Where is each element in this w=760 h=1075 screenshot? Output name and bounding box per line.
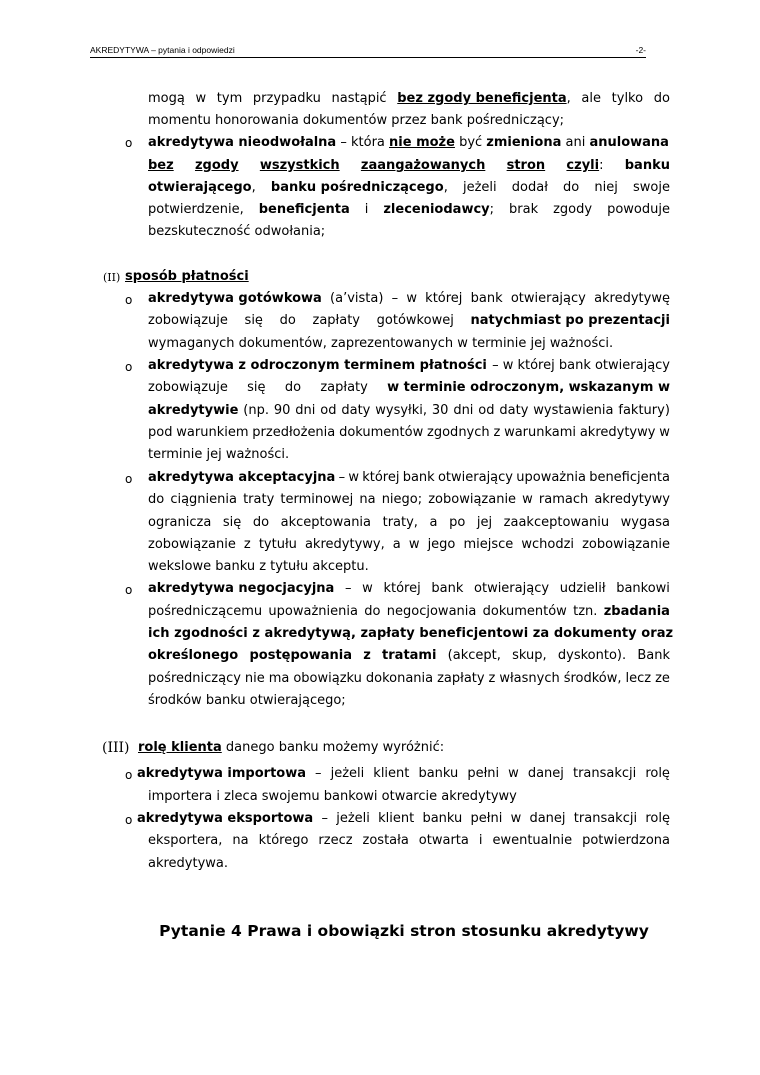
paragraph-line: zobowiązanie z tytułu akredytywy, a w jego miejsce wchodzi zobowiązanie [148,537,670,552]
bullet-marker: o [125,768,133,782]
question-title: Pytanie 4 Prawa i obowiązki stron stosunku akredytywy [159,922,649,940]
list-item-gotowkowa: akredytywa gotówkowa (a’vista) – w której bank otwierający akredytywę [148,291,670,306]
list-item-eksportowa: akredytywa eksportowa – jeżeli klient banku pełni w danej transakcji rolę [137,811,670,826]
paragraph-line: terminie jej ważności. [148,447,290,462]
paragraph-line: otwierającego, banku pośredniczącego, jeżeli dodał do niej swoje [148,180,670,195]
paragraph-line: pod warunkiem przedłożenia dokumentów zgodnych z warunkami akredytywy w [148,425,670,440]
bullet-marker: o [125,136,133,150]
bullet-marker: o [125,293,133,307]
paragraph-line: zobowiązuje się do zapłaty w terminie odroczonym, wskazanym w [148,380,670,395]
paragraph-line: momentu honorowania dokumentów przez bank pośredniczący; [148,113,565,128]
list-item-nieodwolalna: akredytywa nieodwołalna – która nie może być zmieniona ani anulowana [148,135,669,150]
bullet-marker: o [125,583,133,597]
section-number: (II) [103,271,121,284]
paragraph-line: potwierdzenie, beneficjenta i zleceniodawcy; brak zgody powoduje [148,202,670,217]
header-title: AKREDYTYWA – pytania i odpowiedzi [90,45,235,55]
section-heading: sposób płatności [125,269,249,284]
list-item-negocjacyjna: akredytywa negocjacyjna – w której bank otwierający udzielił bankowi [148,581,670,596]
paragraph-line: ogranicza się do akceptowania traty, a po jej zaakceptowaniu wygasa [148,515,670,530]
list-item-odroczona: akredytywa z odroczonym terminem płatności – w której bank otwierający [148,358,670,373]
paragraph-line: bezskuteczność odwołania; [148,224,326,239]
paragraph-line: środków banku otwierającego; [148,693,346,708]
list-item-importowa: akredytywa importowa – jeżeli klient banku pełni w danej transakcji rolę [137,766,670,781]
paragraph-line: pośredniczącemu upoważnienia do negocjowania dokumentów tzn. zbadania [148,604,670,619]
bullet-marker: o [125,813,133,827]
list-item-akceptacyjna: akredytywa akceptacyjna – w której bank otwierający upoważnia beneficjenta [148,470,670,485]
paragraph-line: bez zgody wszystkich zaangażowanych stron czyli: banku [148,158,670,173]
paragraph-line: do ciągnienia traty terminowej na niego; zobowiązanie w ramach akredytywy [148,492,670,507]
paragraph-line: eksportera, na którego rzecz została otwarta i ewentualnie potwierdzona [148,833,670,848]
paragraph-line: pośredniczący nie ma obowiązku dokonania zapłaty z własnych środków, lecz ze [148,671,670,686]
section-heading: rolę klienta danego banku możemy wyróżnić: [138,740,445,755]
paragraph-line: ich zgodności z akredytywą, zapłaty beneficjentowi za dokumenty oraz [148,626,674,641]
paragraph-line: wekslowe banku z tytułu akceptu. [148,559,369,574]
paragraph-line: mogą w tym przypadku nastąpić bez zgody beneficjenta, ale tylko do [148,91,670,106]
paragraph-line: importera i zleca swojemu bankowi otwarcie akredytywy [148,789,517,804]
paragraph-line: określonego postępowania z tratami (akcept, skup, dyskonto). Bank [148,648,670,663]
paragraph-line: wymaganych dokumentów, zaprezentowanych w terminie jej ważności. [148,336,614,351]
paragraph-line: zobowiązuje się do zapłaty gotówkowej natychmiast po prezentacji [148,313,670,328]
bullet-marker: o [125,360,133,374]
paragraph-line: akredytywie (np. 90 dni od daty wysyłki, 30 dni od daty wystawienia faktury) [148,403,670,418]
paragraph-line: akredytywa. [148,856,229,871]
page-header [90,44,646,58]
page-number: -2- [635,45,646,55]
bullet-marker: o [125,472,133,486]
section-number: (III) [102,740,130,756]
